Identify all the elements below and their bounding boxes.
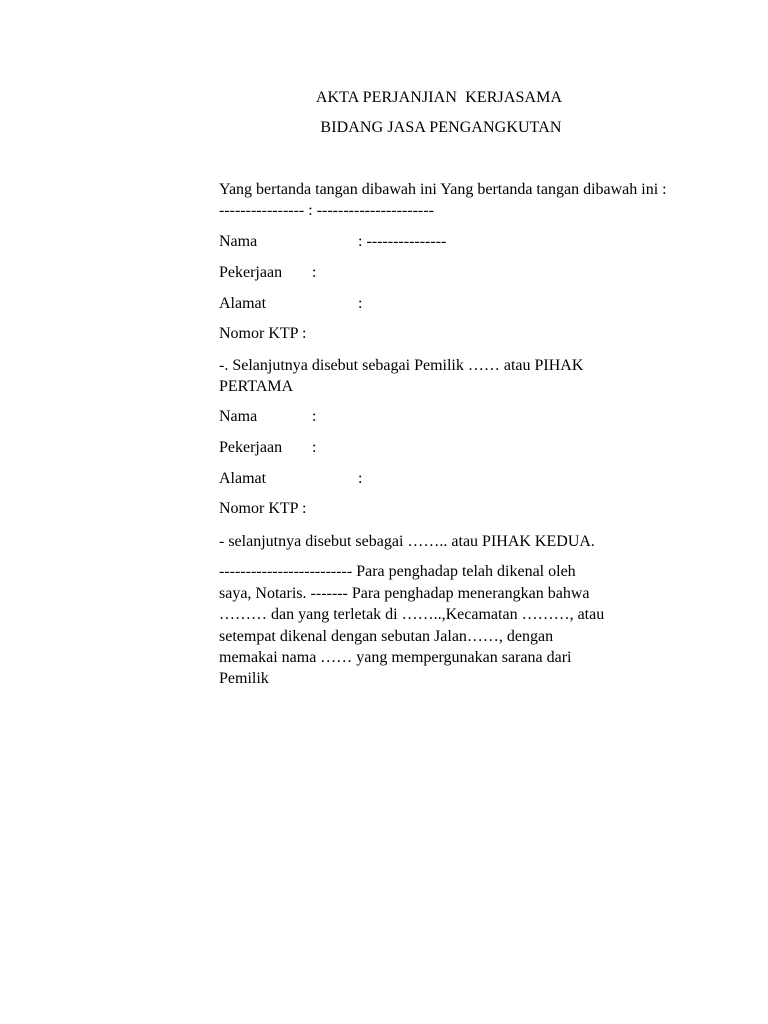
party2-pekerjaan-colon: : [312,439,317,456]
party1-closing-line-2: PERTAMA [219,378,294,395]
party2-closing: - selanjutnya disebut sebagai …….. atau PIHAK KEDUA. [219,533,595,550]
party1-pekerjaan-colon: : [312,264,317,281]
final-paragraph-line-6: Pemilik [219,670,269,687]
final-paragraph-line-5: memakai nama …… yang mempergunakan sarana dari [219,649,572,666]
party1-nama-value: : --------------- [358,233,447,250]
party2-pekerjaan-label: Pekerjaan [219,439,283,456]
party2-ktp-row: Nomor KTP : [219,500,307,517]
party2-alamat-colon: : [358,470,363,487]
final-paragraph-line-1: ------------------------- Para penghadap telah dikenal oleh [219,563,576,580]
final-paragraph-line-4: setempat dikenal dengan sebutan Jalan……, dengan [219,628,554,645]
document-title-line-1: AKTA PERJANJIAN KERJASAMA [315,89,563,106]
party2-nama-label: Nama [219,408,258,425]
party2-alamat-label: Alamat [219,470,267,487]
party1-alamat-colon: : [358,295,363,312]
document-title-line-2: BIDANG JASA PENGANGKUTAN [320,119,562,136]
party1-nama-label: Nama [219,233,258,250]
final-paragraph-line-2: saya, Notaris. ------- Para penghadap menerangkan bahwa [219,585,590,602]
party1-pekerjaan-label: Pekerjaan [219,264,283,281]
party1-alamat-label: Alamat [219,295,267,312]
party1-ktp-row: Nomor KTP : [219,325,307,342]
party2-nama-colon: : [312,408,317,425]
final-paragraph-line-3: ……… dan yang terletak di ……..,Kecamatan ………, atau [219,606,605,623]
party1-closing-line-1: -. Selanjutnya disebut sebagai Pemilik …… atau PIHAK [219,357,584,374]
intro-paragraph: Yang bertanda tangan dibawah ini Yang bertanda tangan dibawah ini : ---------------- : ---------------------- [219,181,667,219]
